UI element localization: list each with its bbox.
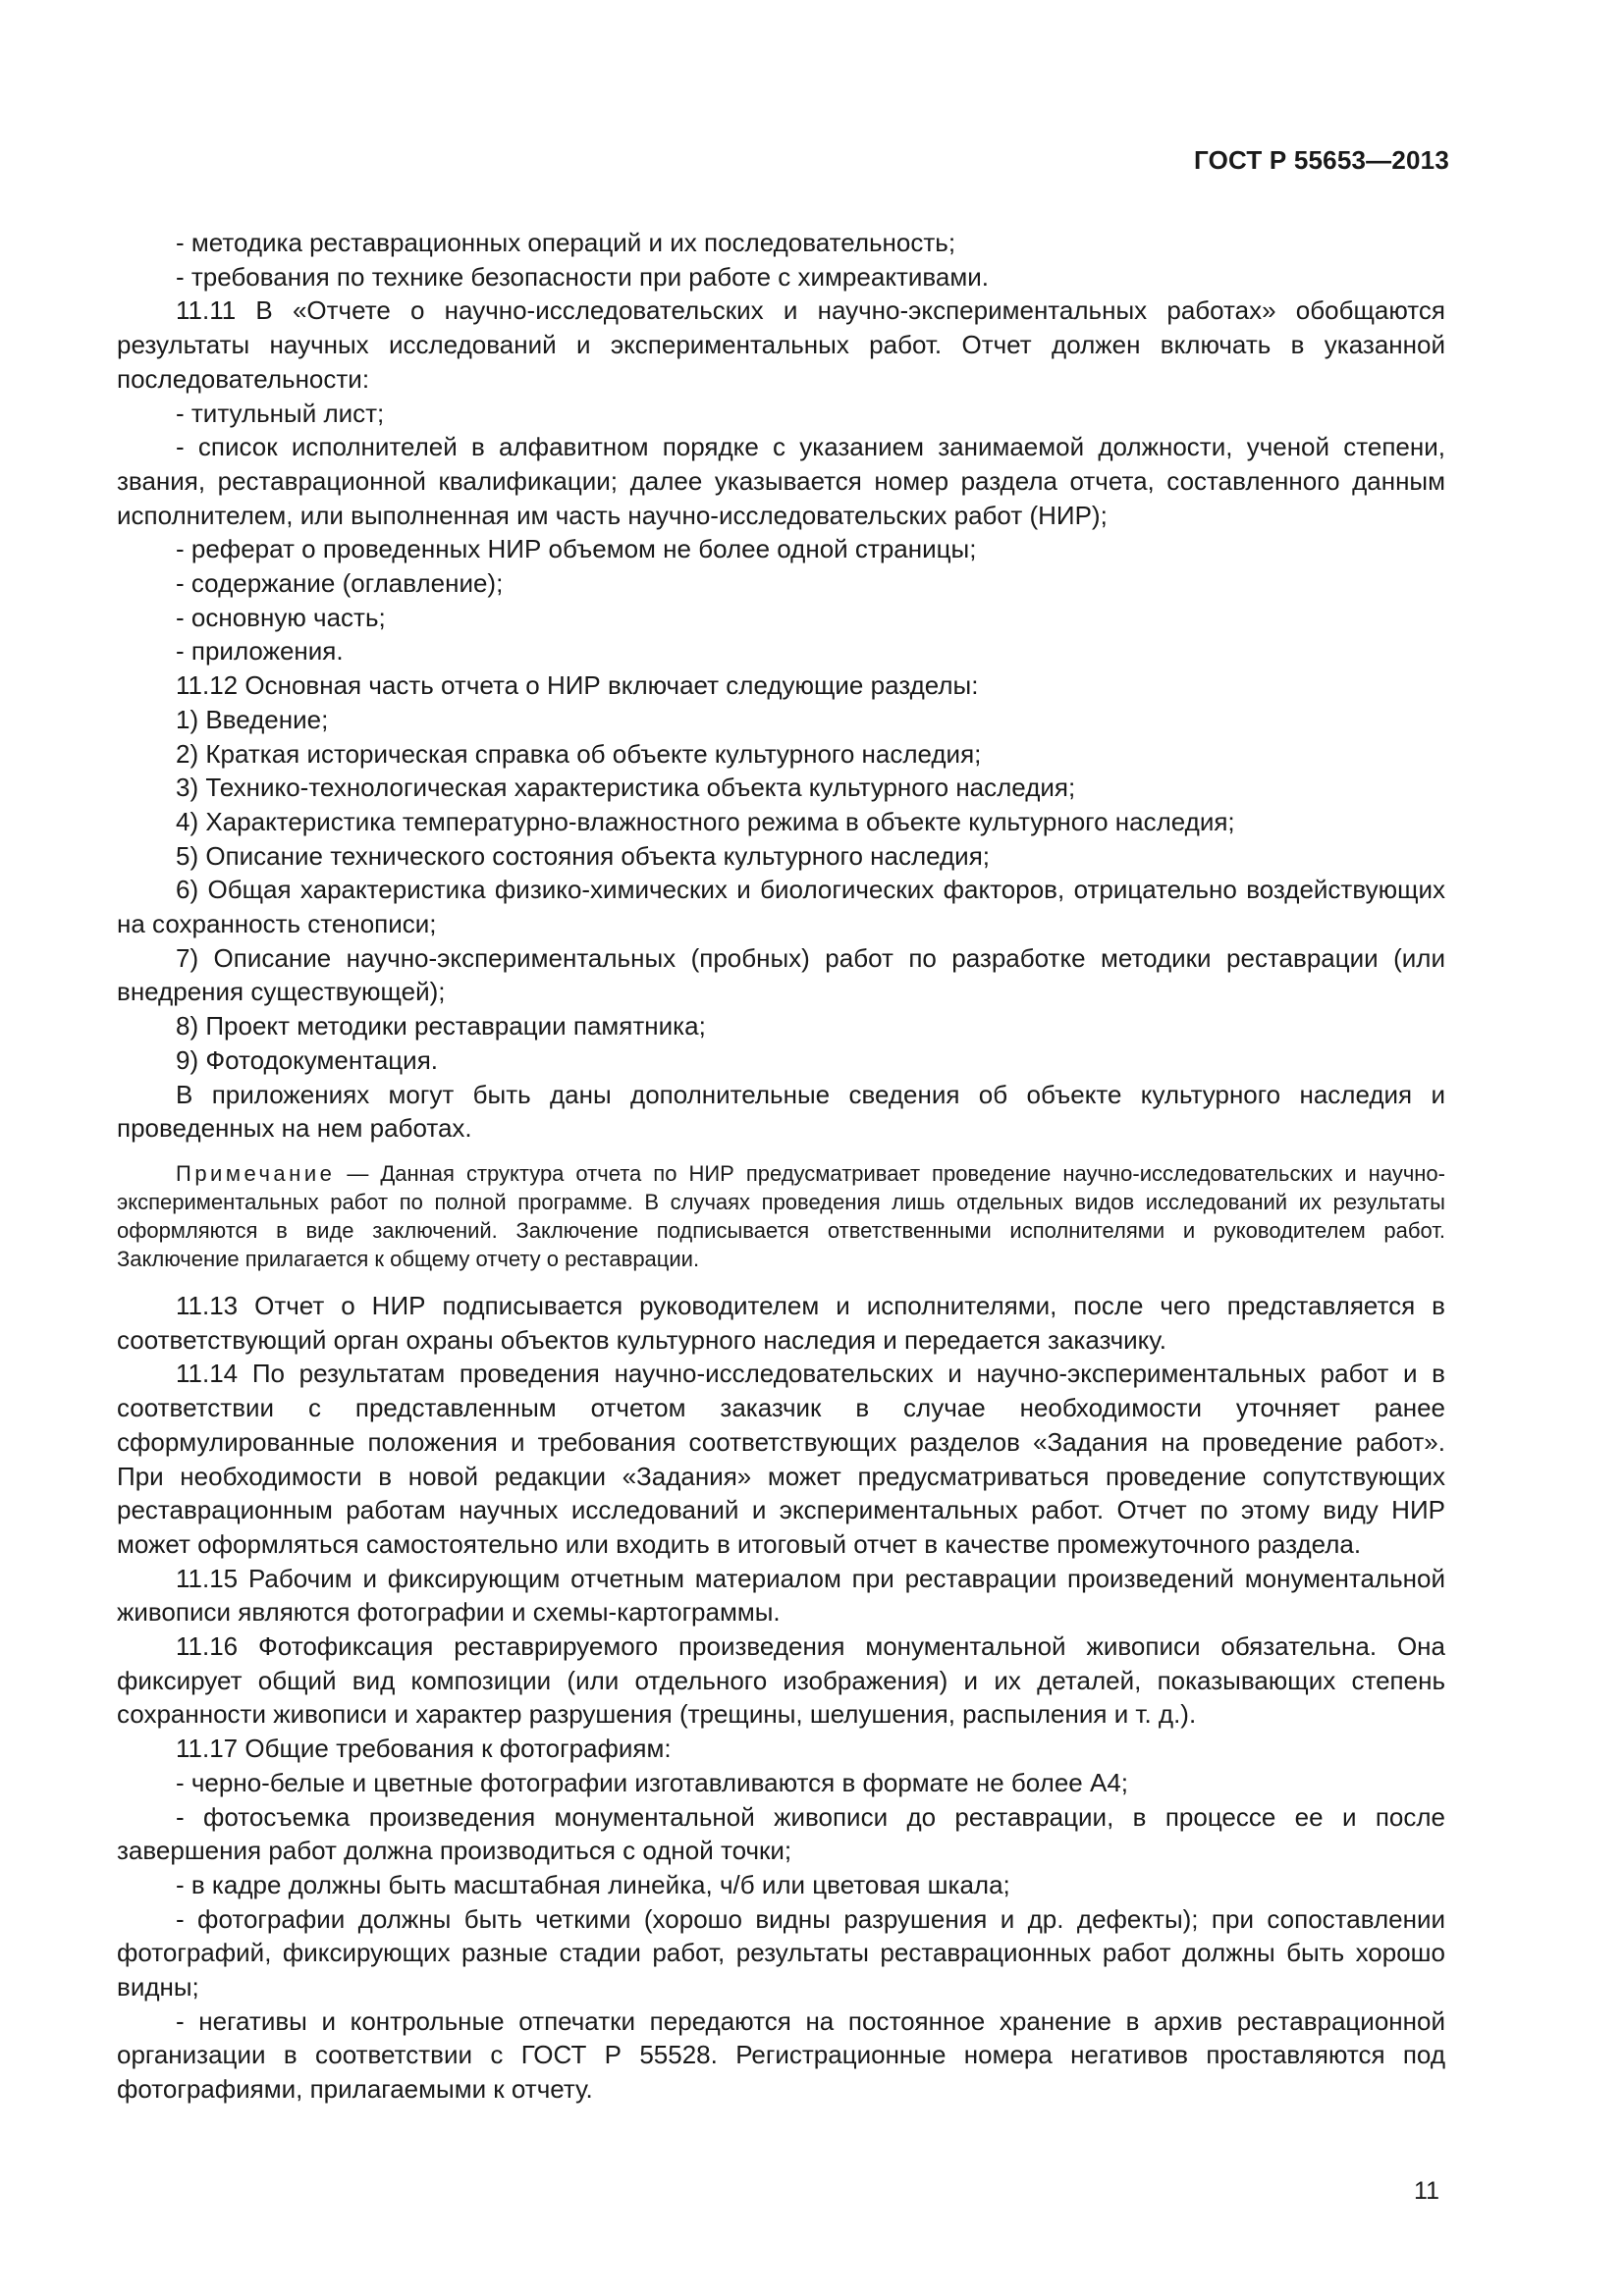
- paragraph: 2) Краткая историческая справка об объекте культурного наследия;: [176, 738, 982, 769]
- paragraph: - требования по технике безопасности при работе с химреактивами.: [176, 261, 990, 292]
- paragraph: 3) Технико-технологическая характеристика объекта культурного наследия;: [176, 773, 1076, 803]
- paragraph: 11.16 Фотофиксация реставрируемого произведения монументальной живописи обязательна. Она фиксирует общий вид композиции (или отдельного изображения) и их деталей, показывающих степень сохранности живописи и характер разрушения (трещины, шелушения, распыления и т. д.).: [117, 1631, 1445, 1730]
- document-header: ГОСТ Р 55653—2013: [1194, 145, 1449, 175]
- paragraph: 1) Введение;: [176, 704, 329, 734]
- paragraph: 7) Описание научно-экспериментальных (пробных) работ по разработке методики реставрации (или внедрения существующей);: [117, 942, 1445, 1007]
- paragraph: 11.15 Рабочим и фиксирующим отчетным материалом при реставрации произведений монументальной живописи являются фотографии и схемы-картограммы.: [117, 1563, 1445, 1628]
- paragraph: 8) Проект методики реставрации памятника;: [176, 1011, 706, 1041]
- paragraph: - приложения.: [176, 636, 344, 667]
- paragraphs-after-note: [117, 1289, 1445, 2107]
- paragraph: В приложениях могут быть даны дополнительные сведения об объекте культурного наследия и проведенных на нем работах.: [117, 1079, 1445, 1144]
- note-label: Примечание: [176, 1160, 336, 1186]
- paragraph: 5) Описание технического состояния объекта культурного наследия;: [176, 840, 991, 871]
- paragraph: - реферат о проведенных НИР объемом не более одной страницы;: [176, 534, 977, 564]
- paragraph: - список исполнителей в алфавитном порядке с указанием занимаемой должности, ученой степени, звания, реставрационной квалификации; далее указывается номер раздела отчета, составленного данным исполнителем, или выполненная им часть научно-исследовательских работ (НИР);: [117, 432, 1445, 530]
- paragraph: - негативы и контрольные отпечатки передаются на постоянное хранение в архив реставрационной организации в соответствии с ГОСТ Р 55528. Регистрационные номера негативов проставляются под фотографиями, прилагаемыми к отчету.: [117, 2005, 1445, 2105]
- paragraph: - основную часть;: [176, 602, 386, 632]
- paragraph: 4) Характеристика температурно-влажностного режима в объекте культурного наследия;: [176, 806, 1235, 836]
- note-text: — Данная структура отчета по НИР предусматривает проведение научно-исследовательских и научно-экспериментальных работ по полной программе. В случаях проведения лишь отдельных видов исследований их результаты оформляются в виде заключений. Заключение подписывается ответственными исполнителями и руководителем работ. Заключение прилагается к общему отчету о реставрации.: [117, 1160, 1445, 1271]
- paragraph: 9) Фотодокументация.: [176, 1044, 438, 1075]
- paragraph: - титульный лист;: [176, 398, 385, 428]
- paragraph: - фотографии должны быть четкими (хорошо видны разрушения и др. дефекты); при сопоставлении фотографий, фиксирующих разные стадии работ, результаты реставрационных работ должны быть хорошо видны;: [117, 1903, 1445, 2002]
- paragraph: 11.13 Отчет о НИР подписывается руководителем и исполнителями, после чего представляется в соответствующий орган охраны объектов культурного наследия и передается заказчику.: [117, 1290, 1445, 1355]
- paragraph: - в кадре должны быть масштабная линейка, ч/б или цветовая шкала;: [176, 1869, 1010, 1899]
- paragraph: 11.12 Основная часть отчета о НИР включает следующие разделы:: [176, 670, 979, 701]
- paragraph: - черно-белые и цветные фотографии изготавливаются в формате не более А4;: [176, 1767, 1129, 1797]
- paragraph: 11.14 По результатам проведения научно-исследовательских и научно-экспериментальных работ и в соответствии с представленным отчетом заказчик в случае необходимости уточняет ранее сформулированные положения и требования соответствующих разделов «Задания на проведение работ». При необходимости в новой редакции «Задания» может предусматриваться проведение сопутствующих реставрационным работам научных исследований и экспериментальных работ. Отчет по этому виду НИР может оформляться самостоятельно или входить в итоговый отчет в качестве промежуточного раздела.: [117, 1359, 1445, 1559]
- paragraph: 6) Общая характеристика физико-химических и биологических факторов, отрицательно воздействующих на сохранность стенописи;: [117, 875, 1445, 939]
- document-body: [117, 226, 1445, 2107]
- page-number: 11: [1414, 2177, 1439, 2205]
- paragraph: - фотосъемка произведения монументальной живописи до реставрации, в процессе ее и после завершения работ должна производиться с одной точки;: [117, 1801, 1445, 1866]
- note-block: [117, 1159, 1445, 1273]
- paragraph: 11.17 Общие требования к фотографиям:: [176, 1734, 672, 1764]
- paragraph: 11.11 В «Отчете о научно-исследовательских и научно-экспериментальных работах» обобщаются результаты научных исследований и экспериментальных работ. Отчет должен включать в указанной последовательности:: [117, 295, 1445, 394]
- paragraphs-before-note: [117, 226, 1445, 1146]
- paragraph: - содержание (оглавление);: [176, 568, 504, 599]
- paragraph: - методика реставрационных операций и их последовательность;: [176, 228, 956, 257]
